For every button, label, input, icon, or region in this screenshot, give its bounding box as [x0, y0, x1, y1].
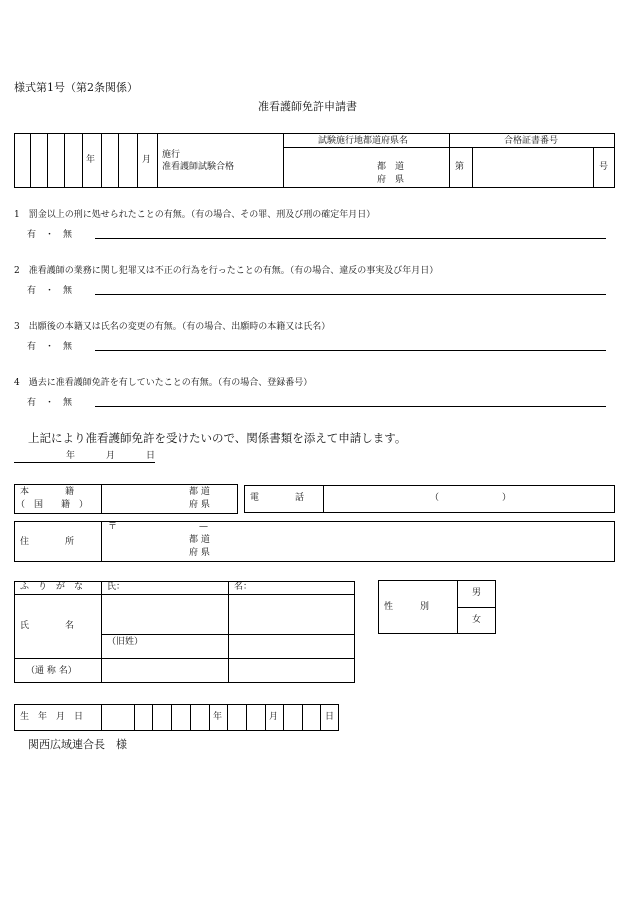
postal-dash: — — [199, 522, 208, 532]
honseki-todo: 都 道 — [189, 487, 210, 497]
address-label: 住 所 — [20, 537, 75, 547]
question-4-answer[interactable]: 有 ・ 無 — [27, 398, 73, 408]
question-4-line[interactable] — [95, 406, 606, 407]
question-2-answer[interactable]: 有 ・ 無 — [27, 286, 73, 296]
kyusei-label: （旧姓） — [107, 637, 144, 647]
phone-input[interactable] — [324, 486, 614, 512]
birth-label: 生 年 月 日 — [20, 712, 84, 722]
tsusho-label: （通 称 名） — [26, 666, 77, 676]
honseki-input[interactable] — [102, 485, 237, 513]
exam-pref-header: 試験施行地都道府県名 — [318, 136, 409, 146]
birth-year-unit: 年 — [213, 712, 223, 722]
phone-paren-close: ） — [502, 493, 512, 503]
declaration-text: 上記により准看護師免許を受けたいので、関係書類を添えて申請します。 — [28, 431, 407, 445]
sei-label: 氏： — [107, 582, 126, 592]
mei-label: 名： — [234, 582, 253, 592]
date-month-label: 月 — [106, 451, 116, 461]
gender-label: 性 別 — [384, 602, 430, 612]
question-2-text: 2 准看護師の業務に関し犯罪又は不正の行為を行ったことの有無。（有の場合、違反の事実及び年月日） — [14, 266, 439, 276]
question-1-answer[interactable]: 有 ・ 無 — [27, 230, 73, 240]
question-1-line[interactable] — [95, 238, 606, 239]
cert-dai: 第 — [455, 162, 465, 172]
address-fuken: 府 県 — [189, 548, 210, 558]
exam-pass-label: 准看護師試験合格 — [162, 162, 235, 172]
exam-shikou: 施行 — [162, 150, 181, 160]
kokuseki-label: （ 国 籍 ） — [16, 500, 89, 510]
address-todo: 都 道 — [189, 535, 210, 545]
question-2-line[interactable] — [95, 294, 606, 295]
phone-paren-open: （ — [430, 493, 440, 503]
exam-pref-fuken: 府 県 — [377, 175, 405, 185]
date-day-label: 日 — [146, 451, 156, 461]
birth-month-unit: 月 — [269, 712, 279, 722]
honseki-label: 本 籍 — [20, 487, 75, 497]
phone-label: 電 話 — [250, 493, 305, 503]
form-number: 様式第1号（第2条関係） — [14, 81, 138, 94]
form-title: 准看護師免許申請書 — [258, 100, 357, 113]
name-label: 氏 名 — [20, 621, 75, 631]
postal-mark: 〒 — [108, 522, 118, 532]
furigana-label: ふ り が な — [20, 582, 84, 592]
question-1-text: 1 罰金以上の刑に処せられたことの有無。（有の場合、その罪、刑及び刑の確定年月日） — [14, 210, 376, 220]
address-input[interactable] — [102, 522, 614, 561]
question-3-line[interactable] — [95, 350, 606, 351]
cert-gou: 号 — [599, 162, 609, 172]
question-3-answer[interactable]: 有 ・ 無 — [27, 342, 73, 352]
date-line[interactable] — [14, 462, 155, 463]
question-4-text: 4 過去に准看護師免許を有していたことの有無。（有の場合、登録番号） — [14, 378, 313, 388]
exam-month-unit: 月 — [142, 155, 152, 165]
exam-pref-todo: 都 道 — [377, 162, 405, 172]
surname-input[interactable] — [102, 595, 227, 633]
honseki-fuken: 府 県 — [189, 500, 210, 510]
addressee: 関西広域連合長 様 — [28, 738, 127, 751]
gender-male[interactable]: 男 — [472, 588, 482, 598]
date-year-label: 年 — [66, 451, 76, 461]
gender-female[interactable]: 女 — [472, 615, 482, 625]
question-3-text: 3 出願後の本籍又は氏名の変更の有無。（有の場合、出願時の本籍又は氏名） — [14, 322, 331, 332]
cert-number-header: 合格証書番号 — [504, 136, 559, 146]
birth-day-unit: 日 — [325, 712, 335, 722]
exam-year-unit: 年 — [86, 155, 96, 165]
given-name-input[interactable] — [229, 595, 354, 633]
